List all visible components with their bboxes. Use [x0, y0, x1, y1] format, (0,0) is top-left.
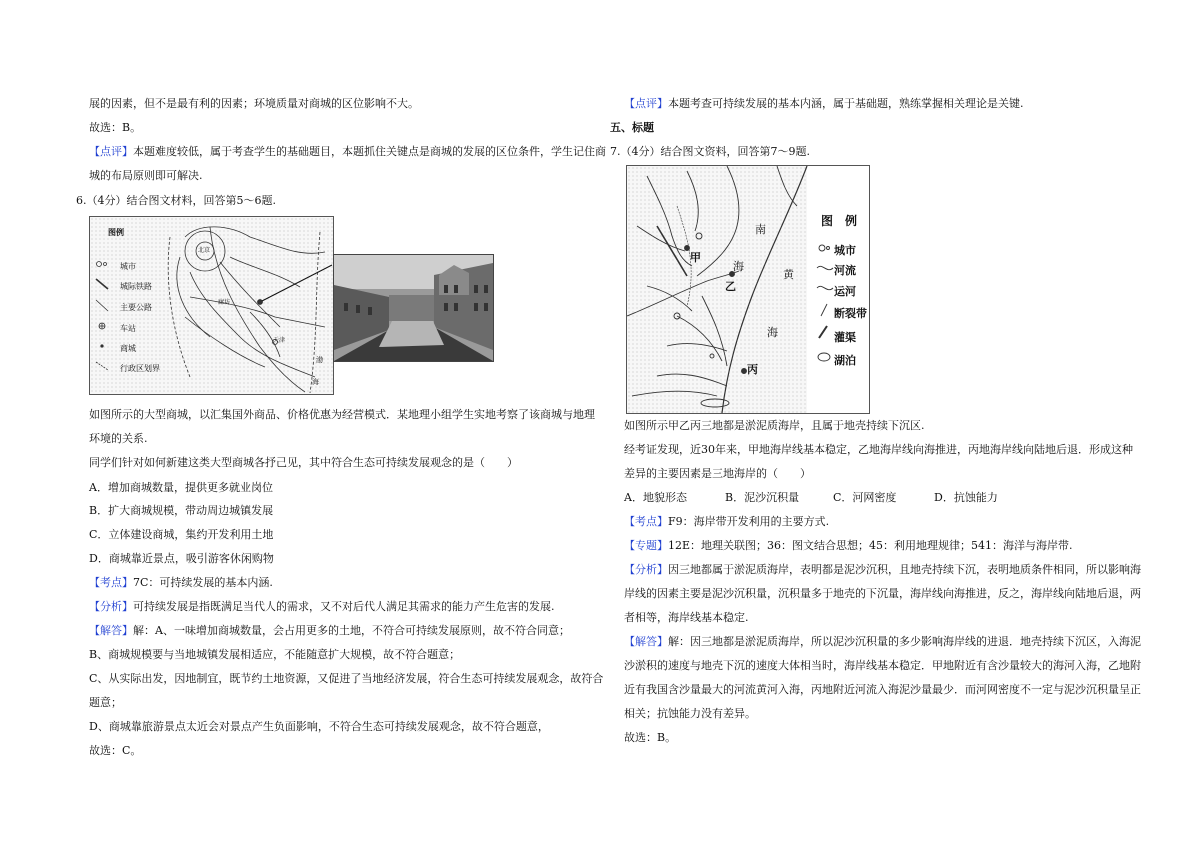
legend-item: 运河	[834, 285, 856, 298]
option-c: C．河网密度	[833, 491, 897, 504]
legend-item: 城市	[120, 262, 136, 271]
text-line: 如图所示的大型商城，以汇集国外商品、价格优惠为经营模式．某地理小组学生实地考察了该商城与地理	[89, 408, 595, 421]
option-a: A．地貌形态	[624, 491, 687, 504]
comment-text: 本题难度较低，属于考查学生的基础题目，本题抓住关键点是商城的发展的区位条件，学生记住商	[133, 145, 606, 158]
region-map-figure	[89, 216, 334, 395]
legend-item: 行政区划界	[120, 364, 160, 373]
answer-line: 故选：C。	[89, 744, 142, 757]
text-line: 展的因素，但不是最有利的因素；环境质量对商城的区位影响不大。	[89, 97, 419, 110]
map-label: 北京	[198, 247, 211, 254]
zhuanti-line	[624, 539, 1073, 553]
legend-item: 城市	[834, 244, 856, 257]
option-c: C．立体建设商城，集约开发利用土地	[89, 528, 274, 541]
kaodian-text: F9：海岸带开发利用的主要方式.	[668, 515, 830, 528]
fenxi-line	[89, 600, 555, 614]
sea-label: 黄	[783, 268, 794, 281]
answer-line: 故选：B。	[89, 121, 142, 134]
question-6: 6.（4分）结合图文材料，回答第5～6题.	[76, 194, 276, 207]
kaodian-text: 7C：可持续发展的基本内涵.	[133, 576, 273, 589]
option-a: A．增加商城数量，提供更多就业岗位	[89, 481, 273, 494]
text-line: 近有我国含沙量最大的河流黄河入海，丙地附近河流入海泥沙量最少．而河网密度不一定与泥沙沉积量呈正	[624, 683, 1141, 696]
comment-tag: 【点评】	[89, 145, 133, 158]
map-label-yi: 乙	[725, 280, 736, 293]
mall-photo-drawing	[334, 255, 493, 361]
question-stem: 同学们针对如何新建这类大型商城各抒己见，其中符合生态可持续发展观念的是（ ）	[89, 456, 518, 469]
mall-photo	[333, 254, 494, 362]
text-line: 者相等，海岸线基本稳定.	[624, 611, 749, 624]
fenxi-text: 因三地都属于淤泥质海岸，表明都是泥沙沉积，且地壳持续下沉，表明地质条件相同，所以影响海	[668, 563, 1141, 576]
question-7: 7.（4分）结合图文资料，回答第7～9题.	[610, 145, 810, 158]
map-label: 廊坊	[218, 299, 231, 306]
legend-item: 灌渠	[834, 331, 856, 344]
legend-title: 图例	[108, 227, 124, 237]
jieda-tag: 【解答】	[624, 635, 668, 648]
dianping-line	[624, 97, 1024, 111]
text-line: 环境的关系.	[89, 432, 148, 445]
kaodian-line	[89, 576, 273, 590]
map-lines	[90, 217, 333, 394]
text-line: 岸线的因素主要是泥沙沉积量，沉积量多于地壳的下沉量，海岸线向海推进，反之，海岸线向陆地后退，两	[624, 587, 1141, 600]
option-b: B．扩大商城规模，带动周边城镇发展	[89, 504, 274, 517]
legend-item: 湖泊	[834, 354, 856, 367]
text-line: 题意；	[89, 696, 122, 709]
text-line: 经考证发现，近30年来，甲地海岸线基本稳定，乙地海岸线向海推进，丙地海岸线向陆地后退．形成这种	[624, 443, 1133, 456]
option-d: D．商城靠近景点，吸引游客休闲购物	[89, 552, 274, 565]
text-line: 城的布局原则即可解决.	[89, 169, 203, 182]
map-label-jia: 甲	[690, 251, 701, 264]
text-line: 相关；抗蚀能力没有差异。	[624, 707, 756, 720]
kaodian-tag: 【考点】	[89, 576, 133, 589]
jieda-tag: 【解答】	[89, 624, 133, 637]
sea-label: 海	[767, 326, 778, 339]
legend-item: 车站	[120, 324, 136, 333]
kaodian-line	[624, 515, 829, 529]
zhuanti-tag: 【专题】	[624, 539, 668, 552]
text-line: B、商城规模要与当地城镇发展相适应，不能随意扩大规模，故不符合题意；	[89, 648, 461, 661]
jieda-line	[89, 624, 570, 638]
dianping-tag: 【点评】	[624, 97, 668, 110]
legend-item: 商城	[120, 344, 136, 353]
legend-item: 城际铁路	[120, 282, 152, 291]
legend-item: 主要公路	[120, 303, 152, 312]
map-label: 海	[312, 378, 319, 386]
answer-line: 故选：B。	[624, 731, 677, 744]
text-line: D、商城靠旅游景点太近会对景点产生负面影响，不符合生态可持续发展观念，故不符合题意，	[89, 720, 549, 733]
option-b: B．泥沙沉积量	[725, 491, 800, 504]
text-line: C、从实际出发，因地制宜，既节约土地资源，又促进了当地经济发展，符合生态可持续发展观念，故符合	[89, 672, 604, 685]
legend-item: 断裂带	[834, 307, 867, 320]
sea-label: 南	[755, 223, 766, 236]
text-line: 如图所示甲乙丙三地都是淤泥质海岸，且属于地壳持续下沉区.	[624, 419, 925, 432]
section-heading: 五、标题	[610, 121, 654, 134]
text-line: 沙淤积的速度与地壳下沉的速度大体相当时，海岸线基本稳定．甲地附近有含沙量较大的海河入海，乙地附	[624, 659, 1141, 672]
dianping-text: 本题考查可持续发展的基本内涵，属于基础题，熟练掌握相关理论是关键.	[668, 97, 1024, 110]
option-d: D．抗蚀能力	[934, 491, 998, 504]
sea-label: 海	[733, 260, 744, 273]
legend-item: 河流	[834, 264, 856, 277]
fenxi-tag: 【分析】	[624, 563, 668, 576]
jieda-line	[624, 635, 1141, 649]
map-label: 渤	[316, 356, 323, 364]
fenxi-tag: 【分析】	[89, 600, 133, 613]
zhuanti-text: 12E：地理关联图；36：图文结合思想；45：利用地理规律；541：海洋与海岸带.	[668, 539, 1073, 552]
kaodian-tag: 【考点】	[624, 515, 668, 528]
legend-title: 图 例	[821, 214, 858, 228]
map-label-bing: 丙	[747, 363, 758, 376]
fenxi-text: 可持续发展是指既满足当代人的需求，又不对后代人满足其需求的能力产生危害的发展.	[133, 600, 555, 613]
question-stem: 差异的主要因素是三地海岸的（ ）	[624, 467, 811, 480]
comment-line	[89, 145, 606, 159]
jieda-text: 解：A、一味增加商城数量，会占用更多的土地，不符合可持续发展原则，故不符合同意；	[133, 624, 570, 637]
fenxi-line	[624, 563, 1141, 577]
coast-map-figure	[626, 165, 870, 414]
map-label: 天津	[273, 337, 286, 344]
jieda-text: 解：因三地都是淤泥质海岸，所以泥沙沉积量的多少影响海岸线的进退．地壳持续下沉区，入海泥	[668, 635, 1141, 648]
